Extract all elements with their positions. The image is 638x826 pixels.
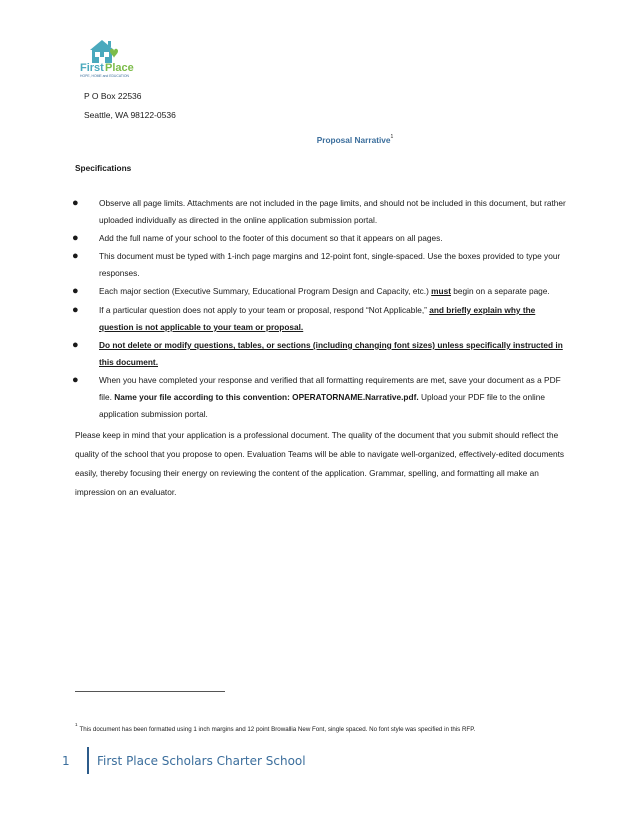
- footer-school-name: First Place Scholars Charter School: [97, 754, 306, 768]
- bullet-text-before: When you have completed your response and verified that all formatting requirements are met, save your document as a PDF file.: [99, 374, 561, 402]
- title-row: [0, 130, 638, 148]
- document-title-text: Proposal Narrative: [316, 135, 391, 145]
- footer-divider: [87, 747, 89, 774]
- document-title: [317, 134, 394, 145]
- specifications-list: [72, 195, 567, 424]
- bullet-text-before: If a particular question does not apply to your team or proposal, respond “Not Applicable,”: [99, 304, 430, 315]
- footer-page-number: 1: [62, 754, 70, 768]
- list-item: [72, 337, 567, 371]
- bullet-text: This document must be typed with 1-inch page margins and 12-point font, single-spaced. Use the boxes provided to type your responses.: [99, 251, 561, 279]
- bullet-icon: ●: [72, 250, 79, 263]
- house-heart-icon: [80, 38, 154, 78]
- bullet-text-after: Upload your PDF file to the online application submission portal.: [99, 391, 546, 419]
- footnote-divider: [75, 691, 225, 692]
- bullet-icon: ●: [72, 285, 79, 298]
- emphasis-explain: and briefly explain why the question is not applicable to your team or proposal.: [99, 304, 536, 332]
- first-place-logo: [80, 38, 154, 78]
- list-item: [72, 302, 567, 336]
- list-item: [72, 283, 567, 300]
- specifications-heading: Specifications: [75, 163, 132, 173]
- bullet-text-after: begin on a separate page.: [451, 286, 550, 297]
- list-item: [72, 372, 567, 422]
- bullet-icon: ●: [72, 338, 79, 351]
- emphasis-do-not-delete: Do not delete or modify questions, tables, or sections (including changing font sizes) unless specifically instructed in this document.: [99, 339, 563, 367]
- bullet-text: Observe all page limits. Attachments are not included in the page limits, and should not be included in this document, but rather uploaded individually as directed in the online application submission portal.: [99, 198, 566, 225]
- bullet-icon: ●: [72, 373, 79, 386]
- list-item: [72, 230, 567, 247]
- address-line-1: P O Box 22536: [84, 91, 142, 101]
- bullet-text: Add the full name of your school to the footer of this document so that it appears on all pages.: [99, 233, 443, 244]
- bullet-icon: ●: [72, 303, 79, 316]
- footnote: [75, 722, 595, 733]
- bullet-text-before: Each major section (Executive Summary, Educational Program Design and Capacity, etc.): [99, 286, 432, 297]
- title-footnote-ref[interactable]: 1: [390, 134, 394, 140]
- list-item: [72, 248, 567, 282]
- address-line-2: Seattle, WA 98122-0536: [84, 110, 176, 120]
- footnote-text: This document has been formatted using 1 inch margins and 12 point Browallia New Font, single spaced. No font style was specified in this RFP.: [79, 726, 476, 733]
- logo-place: Place: [105, 62, 134, 74]
- logo-tagline: HOPE, HOME and EDUCATION: [80, 74, 129, 78]
- logo-first: First: [80, 62, 104, 74]
- emphasis-must: must: [431, 286, 451, 297]
- mailing-address: [84, 87, 176, 125]
- body-paragraph: Please keep in mind that your application is a professional document. The quality of the document that you submit should reflect the quality of the school that you propose to open. Evaluation Teams will be able to navigate well-organized, effectively-edited documents easily, thereby focusing their energy on reviewing the content of the application. Grammar, spelling, and formatting all make an impression on an evaluator.: [75, 430, 565, 497]
- footnote-marker: 1: [75, 722, 78, 727]
- bullet-icon: ●: [72, 232, 79, 245]
- bullet-icon: ●: [72, 197, 79, 209]
- list-item: [72, 195, 567, 229]
- emphasis-file-name: Name your file according to this convention: OPERATORNAME.Narrative.pdf.: [114, 391, 419, 402]
